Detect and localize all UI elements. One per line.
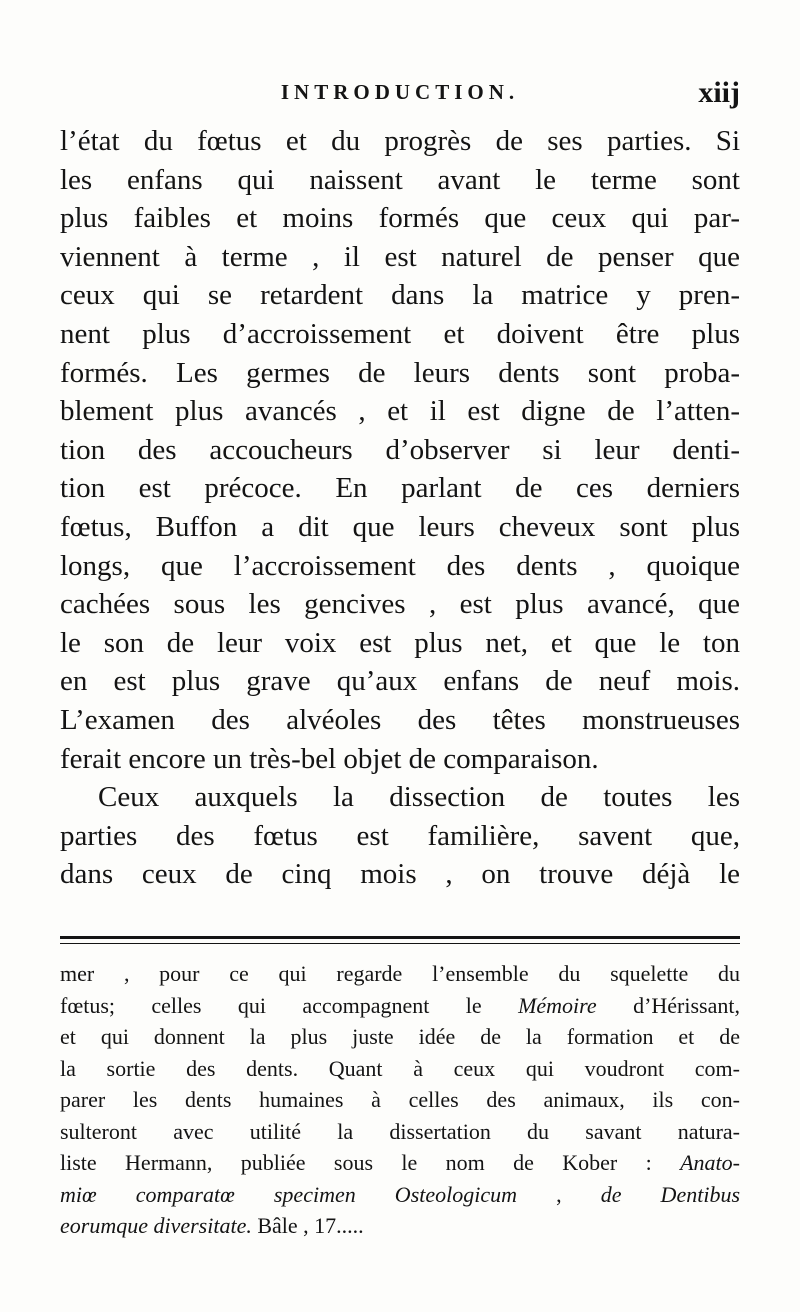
- text-line: en est plus grave qu’aux enfans de neuf mois.: [60, 665, 740, 698]
- footnote-line: miœ comparatœ specimen Osteologicum , de Dentibus: [60, 1181, 740, 1207]
- text-line: longs, que l’accroissement des dents , quoique: [60, 549, 740, 582]
- footnote-line: la sortie des dents. Quant à ceux qui voudront com-: [60, 1055, 740, 1081]
- text-line: plus faibles et moins formés que ceux qui par-: [60, 202, 740, 235]
- text-line: l’état du fœtus et du progrès de ses parties. Si: [60, 125, 740, 157]
- text-line: Ceux auxquels la dissection de toutes les: [98, 781, 740, 814]
- text-line: tion est précoce. En parlant de ces derniers: [60, 472, 740, 505]
- main-text: [60, 122, 740, 894]
- text-line: blement plus avancés , et il est digne de l’atten-: [60, 395, 740, 428]
- footnote-divider: [60, 936, 740, 939]
- text-line: formés. Les germes de leurs dents sont proba-: [60, 356, 740, 389]
- footnote: [60, 958, 740, 1242]
- footnote-line: mer , pour ce qui regarde l’ensemble du squelette du: [60, 961, 740, 986]
- text-line: fœtus, Buffon a dit que leurs cheveux sont plus: [60, 510, 740, 543]
- text-line: le son de leur voix est plus net, et que le ton: [60, 626, 740, 659]
- text-line: cachées sous les gencives , est plus avancé, que: [60, 588, 740, 621]
- text-line: nent plus d’accroissement et doivent être plus: [60, 317, 740, 350]
- text-line: dans ceux de cinq mois , on trouve déjà le: [60, 858, 740, 891]
- text-line: ferait encore un très-bel objet de comparaison.: [60, 742, 599, 775]
- footnote-line: parer les dents humaines à celles des animaux, ils con-: [60, 1087, 740, 1112]
- text-line: parties des fœtus est familière, savent que,: [60, 819, 740, 852]
- footnote-line: eorumque diversitate. Bâle , 17.....: [60, 1213, 364, 1238]
- text-line: ceux qui se retardent dans la matrice y pren-: [60, 279, 740, 312]
- text-line: L’examen des alvéoles des têtes monstrueuses: [60, 703, 740, 736]
- page-number: xiij: [698, 76, 740, 109]
- page-header: [60, 76, 740, 116]
- text-line: tion des accoucheurs d’observer si leur denti-: [60, 433, 740, 466]
- footnote-line: sulteront avec utilité la dissertation du savant natura-: [60, 1118, 740, 1144]
- footnote-line: fœtus; celles qui accompagnent le Mémoire d’Hérissant,: [60, 992, 740, 1018]
- running-title: INTRODUCTION.: [280, 80, 520, 104]
- text-line: les enfans qui naissent avant le terme sont: [60, 163, 740, 196]
- footnote-line: liste Hermann, publiée sous le nom de Kober : Anato-: [60, 1150, 740, 1175]
- footnote-line: et qui donnent la plus juste idée de la formation et de: [60, 1024, 740, 1049]
- text-line: viennent à terme , il est naturel de penser que: [60, 240, 740, 273]
